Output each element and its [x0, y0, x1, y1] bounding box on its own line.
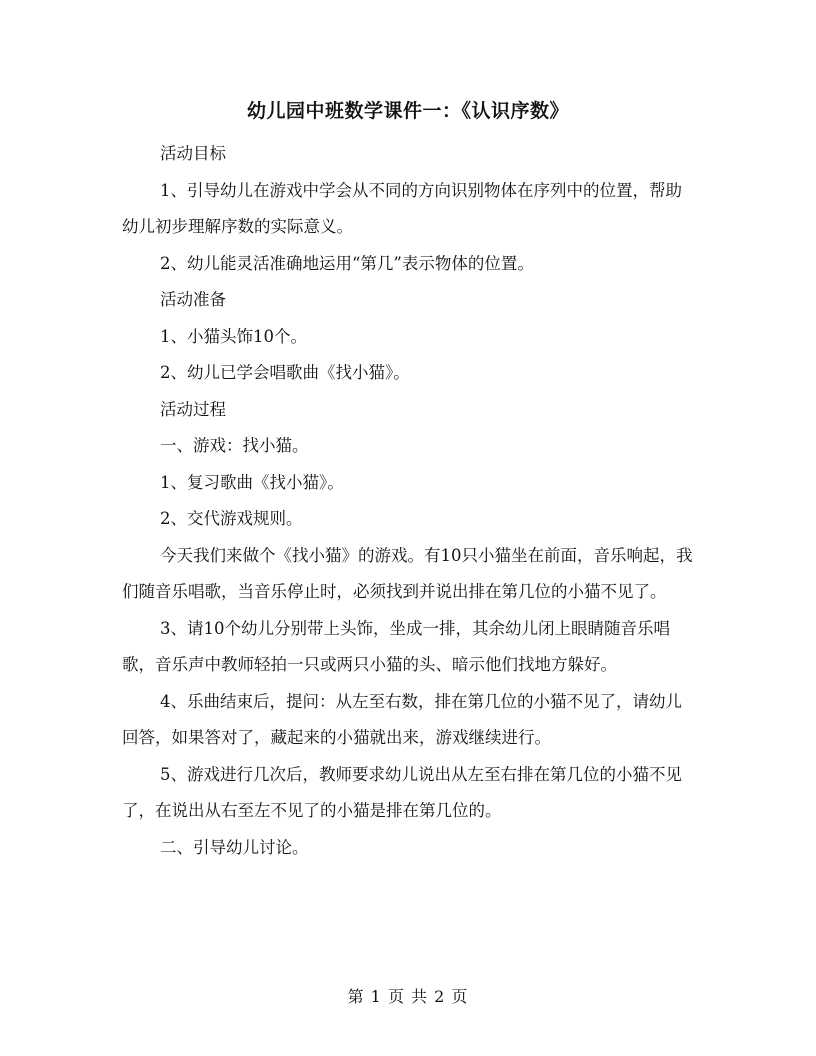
process-step-2: 2、交代游戏规则。: [160, 509, 303, 528]
heading-activity-preparation: 活动准备: [160, 290, 226, 309]
heading-activity-process: 活动过程: [160, 399, 226, 419]
preparation-item-2: 2、幼儿已学会唱歌曲《找小猫》。: [160, 363, 410, 382]
process-section-1: 一、游戏：找小猫。: [160, 436, 309, 455]
process-section-2: 二、引导幼儿讨论。: [160, 837, 309, 857]
goal-item-2: 2、幼儿能灵活准确地运用“第几”表示物体的位置。: [160, 253, 534, 273]
process-step-4: 4、乐曲结束后，提问：从左至右数，排在第几位的小猫不见了，请幼儿回答，如果答对了，藏起来的小猫就出来，游戏继续进行。: [122, 691, 682, 747]
document-title: 幼儿园中班数学课件一：《认识序数》: [246, 100, 569, 122]
preparation-item-1: 1、小猫头饰10个。: [160, 326, 307, 346]
process-step-5: 5、游戏进行几次后，教师要求幼儿说出从左至右排在第几位的小猫不见了，在说出从右至左不见了的小猫是排在第几位的。: [122, 764, 682, 820]
rule-description: 今天我们来做个《找小猫》的游戏。有10只小猫坐在前面，音乐响起，我们随音乐唱歌，当音乐停止时，必须找到并说出排在第几位的小猫不见了。: [122, 545, 693, 601]
goal-item-1: 1、引导幼儿在游戏中学会从不同的方向识别物体在序列中的位置，帮助幼儿初步理解序数的实际意义。: [122, 180, 682, 236]
heading-activity-goals: 活动目标: [160, 144, 226, 163]
document-body: [122, 136, 694, 866]
process-step-1: 1、复习歌曲《找小猫》。: [160, 472, 344, 492]
process-step-3: 3、请10个幼儿分别带上头饰，坐成一排，其余幼儿闭上眼睛随音乐唱歌，音乐声中教师轻拍一只或两只小猫的头、暗示他们找地方躲好。: [122, 618, 670, 674]
page-number-footer: 第 1 页 共 2 页: [347, 987, 469, 1006]
